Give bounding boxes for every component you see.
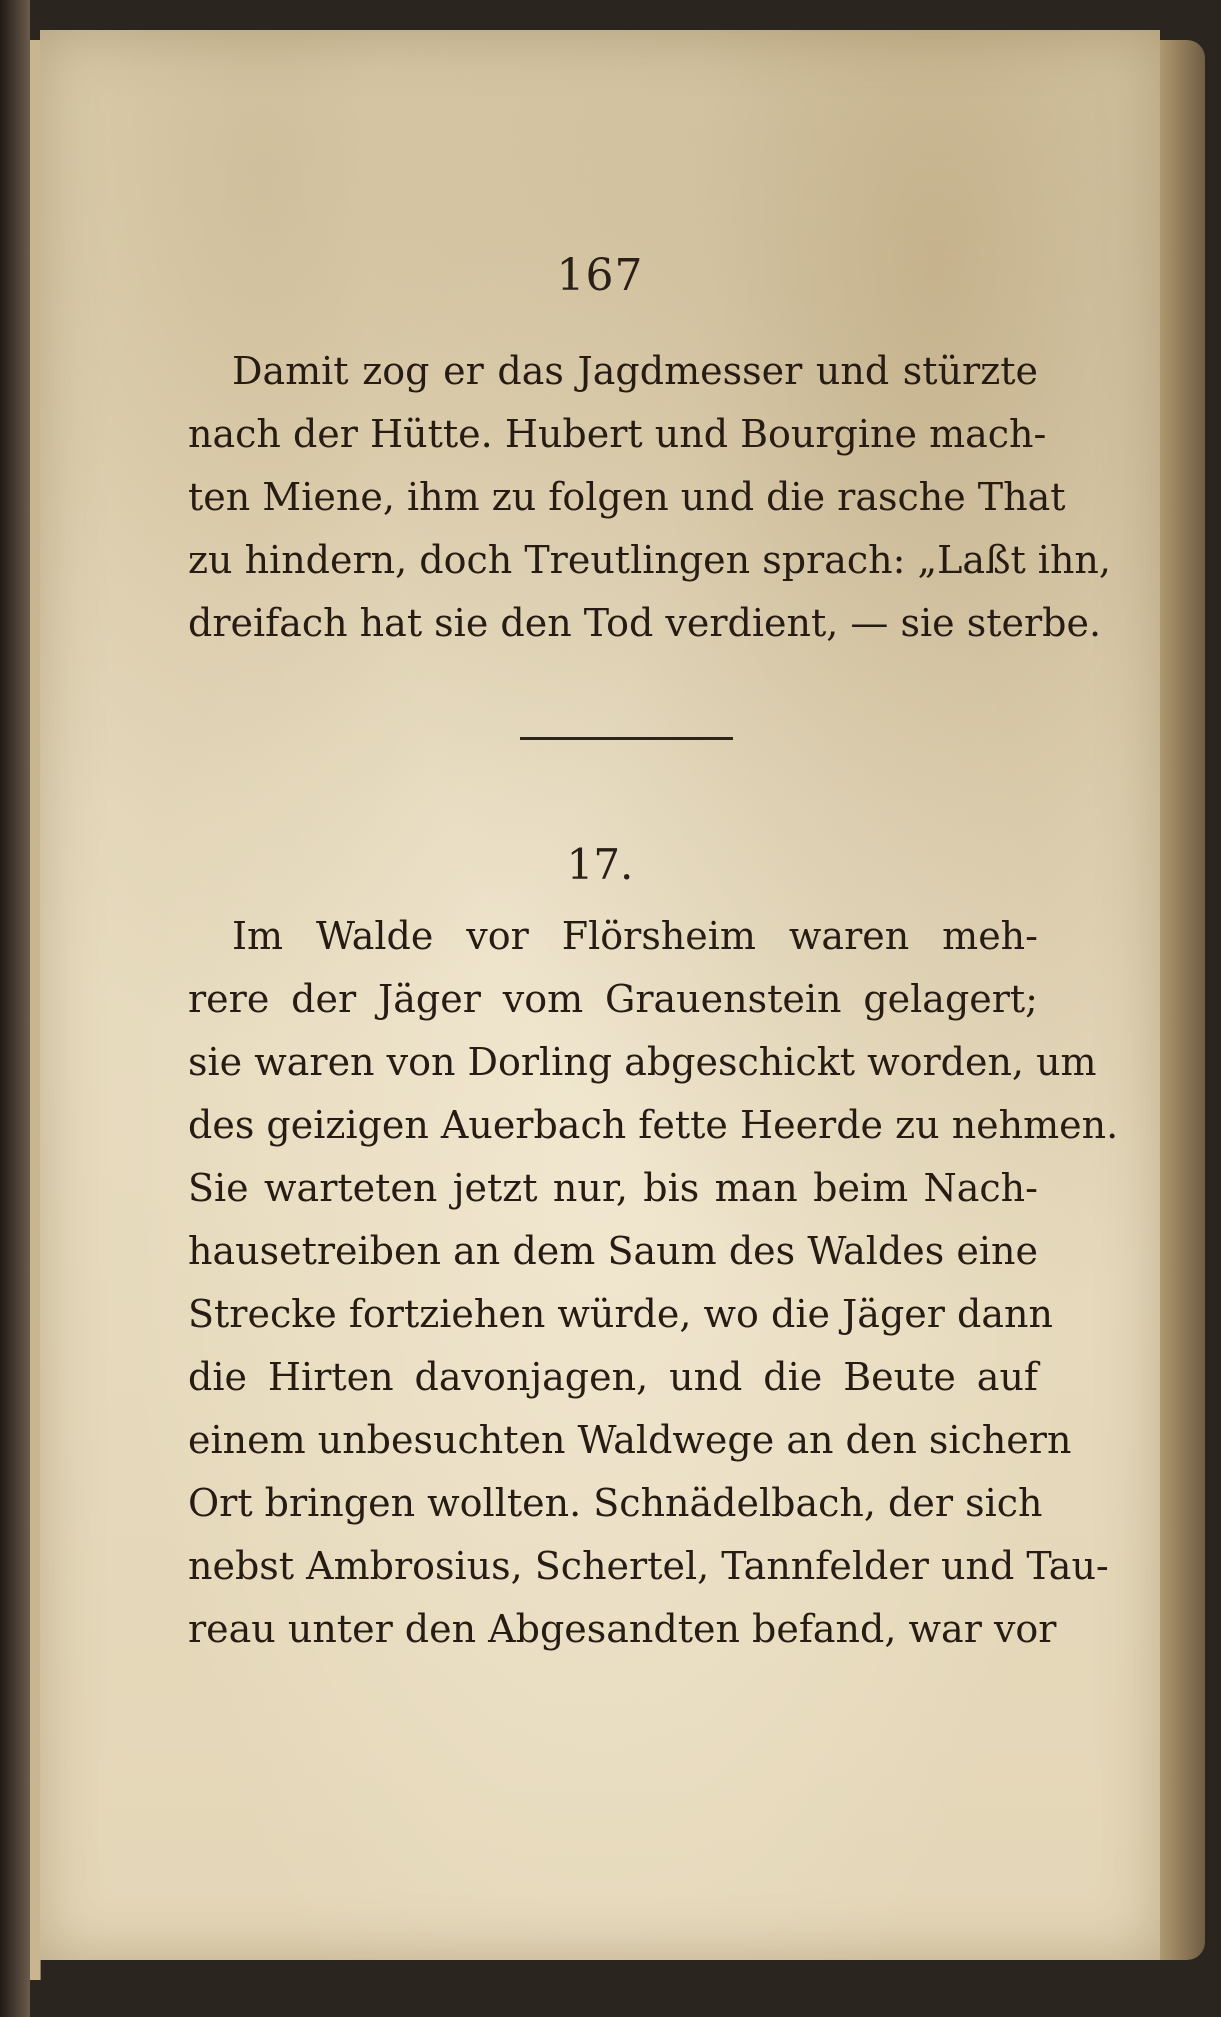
text-line: die Hirten davonjagen, und die Beute auf [188, 1355, 1038, 1399]
text-line: des geizigen Auerbach fette Heerde zu nehmen. [188, 1103, 1119, 1147]
text-line: ten Miene, ihm zu folgen und die rasche That [188, 475, 1066, 519]
book-spine [0, 0, 30, 2017]
text-line: rere der Jäger vom Grauenstein gelagert; [188, 977, 1038, 1021]
text-line: zu hindern, doch Treutlingen sprach: „Laßt ihn, [188, 538, 1111, 582]
text-line: nebst Ambrosius, Schertel, Tannfelder und Tau- [188, 1544, 1109, 1588]
text-line: Sie warteten jetzt nur, bis man beim Nach- [188, 1166, 1038, 1210]
text-line: einem unbesuchten Waldwege an den sichern [188, 1418, 1072, 1462]
paragraph-2 [188, 905, 1119, 1661]
text-line: Strecke fortziehen würde, wo die Jäger dann [188, 1292, 1053, 1336]
text-line: Damit zog er das Jagdmesser und stürzte [232, 349, 1038, 393]
chapter-number: 17. [566, 840, 634, 889]
text-line: reau unter den Abgesandten befand, war vor [188, 1607, 1057, 1651]
text-line: sie waren von Dorling abgeschickt worden, um [188, 1040, 1097, 1084]
text-line: dreifach hat sie den Tod verdient, — sie sterbe. [188, 601, 1102, 645]
page-number: 167 [556, 250, 644, 301]
section-divider [520, 737, 733, 740]
text-line: nach der Hütte. Hubert und Bourgine mach- [188, 412, 1047, 456]
text-line: hausetreiben an dem Saum des Waldes eine [188, 1229, 1038, 1273]
paragraph-1 [188, 340, 1111, 655]
book-page [40, 30, 1160, 1960]
text-line: Ort bringen wollten. Schnädelbach, der sich [188, 1481, 1043, 1525]
text-line: Im Walde vor Flörsheim waren meh- [232, 914, 1038, 958]
